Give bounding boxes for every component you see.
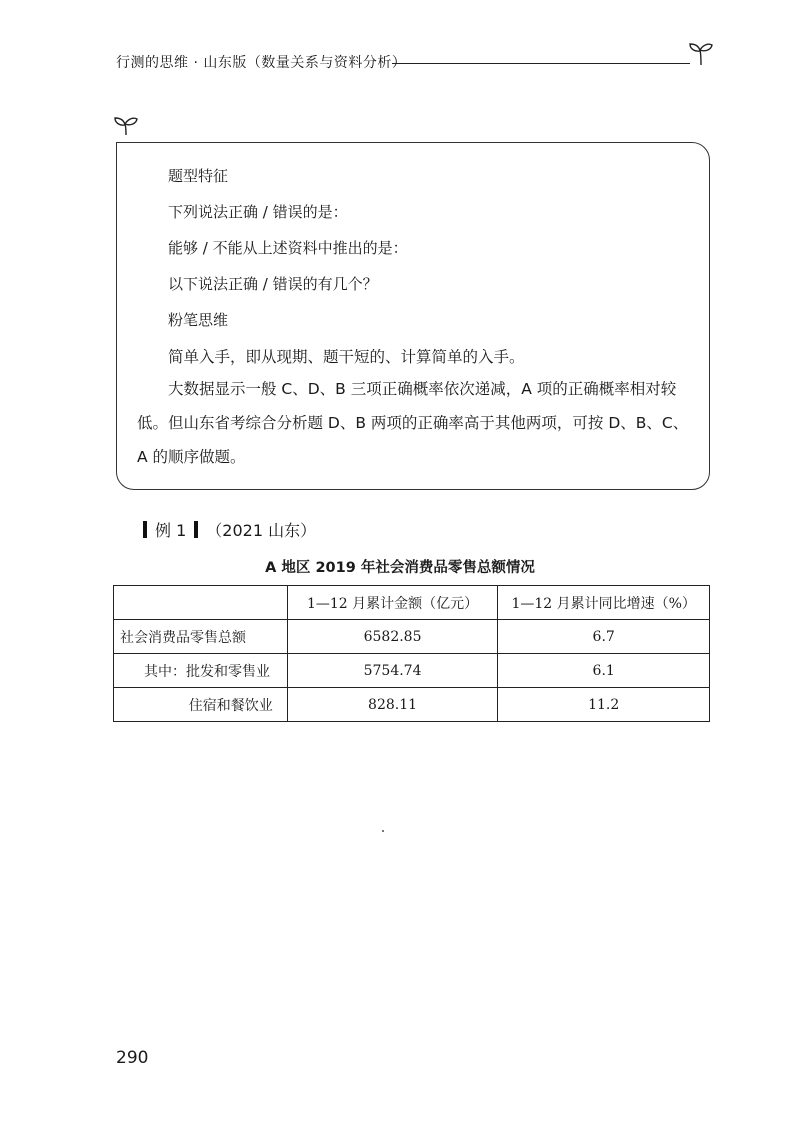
example-heading bbox=[143, 518, 316, 541]
running-header-title: 行测的思维 · 山东版（数量关系与资料分析） bbox=[116, 55, 407, 71]
table-header-cell: 1—12 月累计金额（亿元） bbox=[287, 586, 498, 620]
table-row bbox=[114, 620, 710, 654]
growth-cell: 6.7 bbox=[498, 620, 710, 654]
growth-cell: 11.2 bbox=[498, 688, 710, 722]
sprout-icon bbox=[112, 115, 142, 137]
table-row bbox=[114, 654, 710, 688]
example-label: 例 1 bbox=[155, 521, 187, 540]
table-header-cell bbox=[114, 586, 288, 620]
strategy-paragraph: 大数据显示一般 C、D、B 三项正确概率依次递减，A 项的正确概率相对较低。但山东省考综合分析题 D、B 两项的正确率高于其他两项，可按 D、B、C、A 的顺序做题。 bbox=[137, 380, 689, 466]
table-header-row bbox=[114, 586, 710, 620]
page-number: 290 bbox=[116, 1048, 149, 1068]
question-form-3: 以下说法正确 / 错误的有几个？ bbox=[168, 275, 378, 293]
bracket-bar bbox=[194, 521, 198, 538]
bracket-bar bbox=[143, 521, 147, 538]
table-row bbox=[114, 688, 710, 722]
data-table bbox=[113, 585, 710, 722]
header-rule bbox=[392, 63, 690, 64]
question-form-2: 能够 / 不能从上述资料中推出的是： bbox=[168, 239, 408, 257]
amount-cell: 6582.85 bbox=[287, 620, 498, 654]
row-label: 住宿和餐饮业 bbox=[114, 688, 288, 722]
section-title: 粉笔思维 bbox=[168, 311, 229, 329]
amount-cell: 828.11 bbox=[287, 688, 498, 722]
scan-speck bbox=[382, 830, 384, 832]
row-label: 其中：批发和零售业 bbox=[114, 654, 288, 688]
growth-cell: 6.1 bbox=[498, 654, 710, 688]
table-title: A 地区 2019 年社会消费品零售总额情况 bbox=[265, 560, 535, 576]
amount-cell: 5754.74 bbox=[287, 654, 498, 688]
table-header-cell: 1—12 月累计同比增速（%） bbox=[498, 586, 710, 620]
strategy-paragraph: 简单入手，即从现期、题干短的、计算简单的入手。 bbox=[168, 348, 525, 366]
example-source: （2021 山东） bbox=[206, 521, 317, 540]
section-title: 题型特征 bbox=[168, 167, 229, 185]
sprout-icon bbox=[686, 40, 716, 66]
row-label: 社会消费品零售总额 bbox=[114, 620, 288, 654]
question-form-1: 下列说法正确 / 错误的是： bbox=[168, 203, 348, 221]
